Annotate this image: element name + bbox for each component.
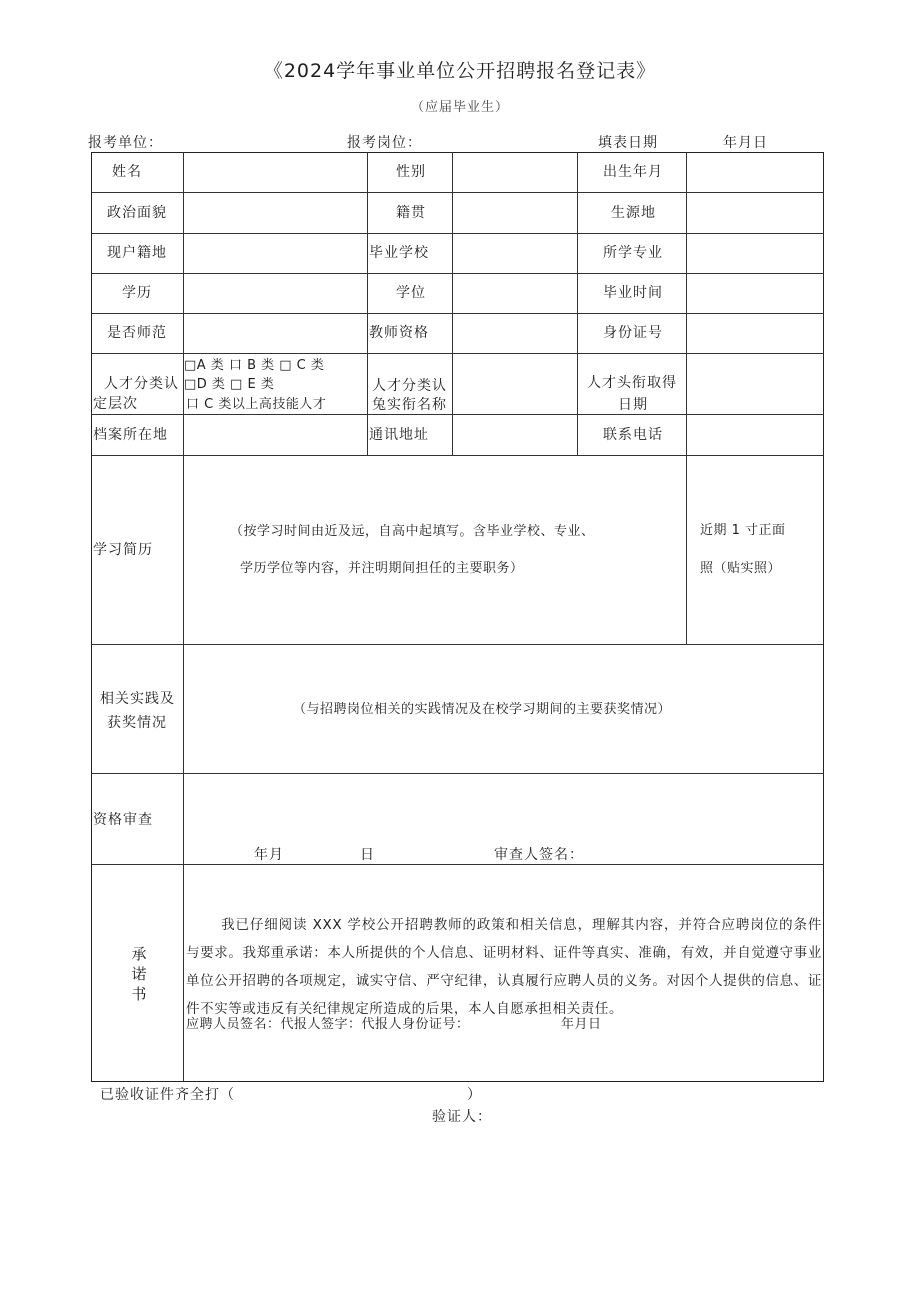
fill-date-label: 填表日期 bbox=[598, 135, 658, 151]
name-label: 姓名 bbox=[112, 164, 142, 180]
applied-post-label: 报考岗位： bbox=[347, 135, 422, 151]
row-divider bbox=[91, 644, 824, 645]
pledge-label bbox=[127, 944, 151, 1004]
study-history-hint-line1: （按学习时间由近及远，自高中起填写。含毕业学校、专业、 bbox=[230, 524, 595, 539]
hukou-label: 现户籍地 bbox=[107, 245, 167, 261]
normal-school-label: 是否师范 bbox=[107, 325, 167, 341]
teacher-cert-label: 教师资格 bbox=[369, 325, 429, 341]
major-label: 所学专业 bbox=[603, 245, 663, 261]
practice-hint: （与招聘岗位相关的实践情况及在校学习期间的主要获奖情况） bbox=[293, 702, 672, 717]
row-divider bbox=[91, 273, 824, 274]
talent-date-label-line2: 日期 bbox=[618, 397, 648, 413]
graduation-time-label: 毕业时间 bbox=[603, 285, 663, 301]
talent-date-label-line1: 人才头衔取得 bbox=[587, 375, 677, 391]
qualification-review-label: 资格审查 bbox=[93, 812, 153, 828]
row-divider bbox=[91, 192, 824, 193]
row-divider bbox=[91, 864, 824, 865]
talent-level-label-line2: 定层次 bbox=[93, 396, 138, 412]
review-year-month: 年月 bbox=[254, 847, 284, 863]
archive-location-label: 档案所在地 bbox=[93, 427, 168, 443]
talent-option-skilled[interactable]: 口 C 类以上高技能人才 bbox=[186, 397, 327, 412]
pledge-text: 我已仔细阅读 XXX 学校公开招聘教师的政策和相关信息，理解其内容，并符合应聘岗位的条件与要求。我郑重承诺：本人所提供的个人信息、证明材料、证件等真实、准确，有效，并自觉遵守事业单位公开招聘的各项规定，诚实守信、严守纪律，认真履行应聘人员的义务。对因个人提供的信息、证件不实等或违反有关纪律规定所造成的后果，本人自愿承担相关责任。 bbox=[186, 917, 822, 1017]
fill-date-value: 年月日 bbox=[723, 135, 768, 151]
phone-label: 联系电话 bbox=[603, 427, 663, 443]
talent-title-label-line1: 人才分类认 bbox=[372, 378, 447, 394]
practice-label-line2: 获奖情况 bbox=[107, 715, 167, 731]
form-subtitle: （应届毕业生） bbox=[410, 100, 509, 115]
documents-checked-label: 已验收证件齐全打（ bbox=[100, 1087, 235, 1103]
col-divider bbox=[686, 152, 687, 644]
pledge-label-char: 诺 bbox=[131, 965, 147, 983]
school-label: 毕业学校 bbox=[369, 245, 429, 261]
applied-unit-label: 报考单位： bbox=[88, 135, 163, 151]
pledge-signature-line: 应聘人员签名：代报人签字：代报人身份证号： bbox=[186, 1017, 470, 1032]
row-divider bbox=[91, 353, 824, 354]
pledge-date: 年月日 bbox=[561, 1017, 602, 1032]
native-place-label: 籍贯 bbox=[396, 205, 426, 221]
col-divider bbox=[577, 152, 578, 455]
study-history-hint-line2: 学历学位等内容，并注明期间担任的主要职务） bbox=[240, 561, 524, 576]
pledge-label-char: 书 bbox=[131, 985, 147, 1003]
study-history-label: 学习简历 bbox=[93, 542, 153, 558]
photo-hint-line2: 照（贴实照） bbox=[700, 561, 782, 576]
birth-label: 出生年月 bbox=[603, 164, 663, 180]
pledge-label-char: 承 bbox=[131, 945, 147, 963]
row-divider bbox=[91, 773, 824, 774]
row-divider bbox=[91, 455, 824, 456]
gender-label: 性别 bbox=[396, 164, 426, 180]
talent-title-label-line2: 兔实衔名称 bbox=[372, 397, 447, 413]
verifier-label: 验证人： bbox=[432, 1109, 492, 1125]
form-title: 《2024学年事业单位公开招聘报名登记表》 bbox=[263, 60, 657, 82]
id-number-label: 身份证号 bbox=[603, 325, 663, 341]
talent-option-de[interactable]: □D 类 □ E 类 bbox=[184, 377, 275, 392]
practice-label-line1: 相关实践及 bbox=[100, 691, 175, 707]
reviewer-signature-label: 审查人签名： bbox=[494, 847, 584, 863]
political-status-label: 政治面貌 bbox=[107, 205, 167, 221]
talent-option-abc[interactable]: □A 类 口 B 类 □ C 类 bbox=[184, 358, 325, 373]
row-divider bbox=[91, 414, 824, 415]
degree-label: 学位 bbox=[396, 285, 426, 301]
talent-level-label-line1: 人才分类认 bbox=[104, 376, 179, 392]
col-divider bbox=[452, 152, 453, 455]
row-divider bbox=[91, 233, 824, 234]
col-divider bbox=[183, 152, 184, 1082]
education-label: 学历 bbox=[122, 285, 152, 301]
review-day: 日 bbox=[360, 847, 375, 863]
photo-hint-line1: 近期 1 寸正面 bbox=[700, 523, 786, 538]
mailing-address-label: 通讯地址 bbox=[369, 427, 429, 443]
row-divider bbox=[91, 313, 824, 314]
documents-checked-close: ） bbox=[467, 1087, 481, 1103]
origin-label: 生源地 bbox=[611, 205, 656, 221]
col-divider bbox=[367, 152, 368, 455]
